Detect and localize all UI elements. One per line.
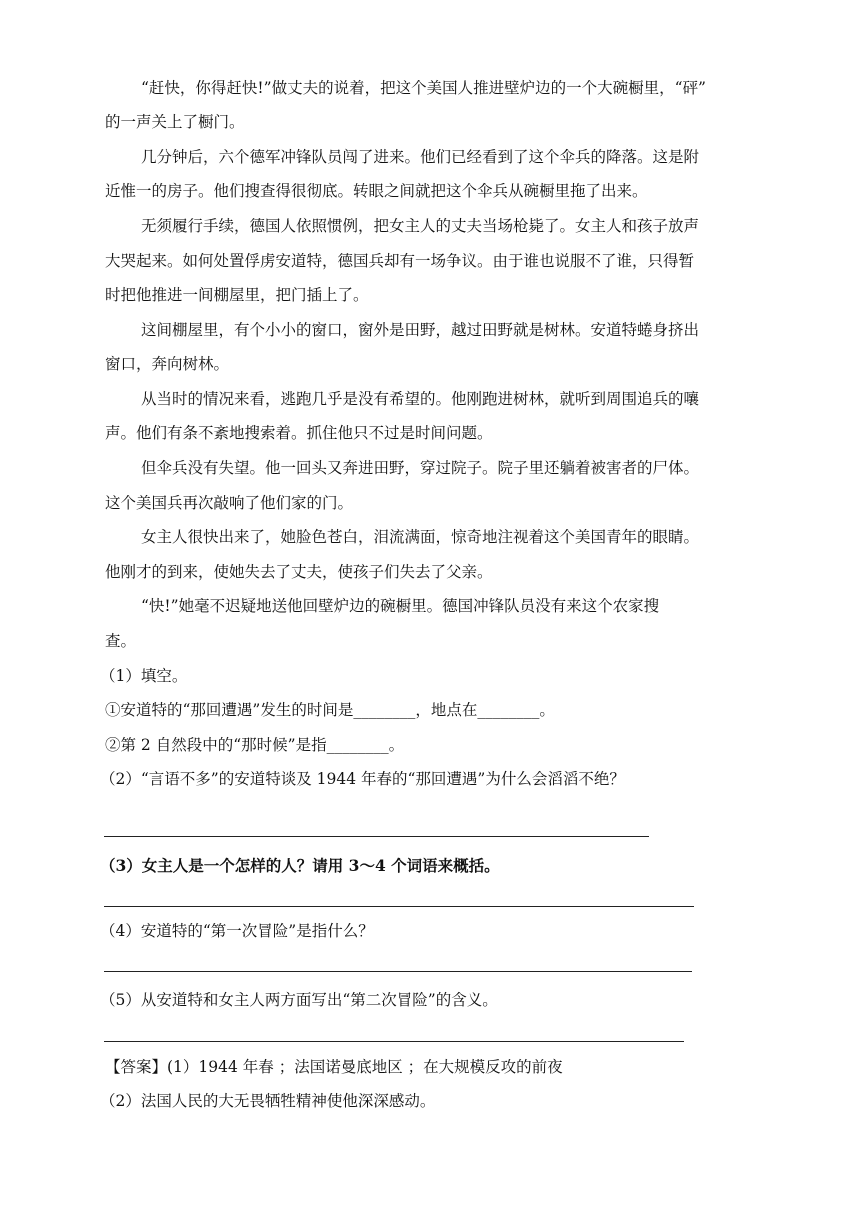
- passage-line: 无须履行手续，德国人依照惯例，把女主人的丈夫当场枪毙了。女主人和孩子放声: [141, 217, 700, 235]
- passage-line: 声。他们有条不紊地搜索着。抓住他只不过是时间问题。: [105, 424, 493, 442]
- passage-line: 他刚才的到来，使她失去了丈夫，使孩子们失去了父亲。: [105, 563, 493, 581]
- passage-line: 查。: [105, 632, 137, 650]
- passage-line: 女主人很快出来了，她脸色苍白，泪流满面，惊奇地注视着这个美国青年的眼睛。: [141, 528, 700, 546]
- passage-line: 近惟一的房子。他们搜查得很彻底。转眼之间就把这个伞兵从碗橱里拖了出来。: [105, 182, 648, 200]
- answer-line: [104, 906, 694, 907]
- question-5: （5）从安道特和女主人两方面写出“第二次冒险”的含义。: [100, 991, 498, 1009]
- passage-line: 但伞兵没有失望。他一回头又奔进田野，穿过院子。院子里还躺着被害者的尸体。: [141, 459, 700, 477]
- question-1b: ②第 2 自然段中的“那时候”是指________。: [105, 736, 405, 754]
- passage-line: 这个美国兵再次敲响了他们家的门。: [105, 494, 354, 512]
- answer-line: [104, 836, 649, 837]
- question-1: （1）填空。: [100, 667, 188, 685]
- answer-line: [104, 1041, 684, 1042]
- passage-line: 时把他推进一间棚屋里，把门插上了。: [105, 286, 369, 304]
- passage-line: 大哭起来。如何处置俘虏安道特，德国兵却有一场争议。由于谁也说服不了谁，只得暂: [105, 252, 695, 270]
- passage-line: 几分钟后，六个德军冲锋队员闯了进来。他们已经看到了这个伞兵的降落。这是附: [141, 148, 700, 166]
- passage-line: “快!”她毫不迟疑地送他回壁炉边的碗橱里。德国冲锋队员没有来这个农家搜: [141, 597, 660, 615]
- question-2: （2）“言语不多”的安道特谈及 1944 年春的“那回遭遇”为什么会滔滔不绝？: [100, 770, 625, 788]
- passage-line: 这间棚屋里，有个小小的窗口，窗外是田野，越过田野就是树林。安道特蜷身挤出: [141, 321, 700, 339]
- question-3: （3）女主人是一个怎样的人？请用 3～4 个词语来概括。: [100, 856, 500, 875]
- passage-line: 窗口，奔向树林。: [105, 355, 230, 373]
- passage-line: 从当时的情况来看，逃跑几乎是没有希望的。他刚跑进树林，就听到周围追兵的嚷: [141, 390, 700, 408]
- answer-1: 【答案】(1）1944 年春 ；法国诺曼底地区 ；在大规模反攻的前夜: [105, 1058, 563, 1076]
- question-1a: ①安道特的“那回遭遇”发生的时间是________，地点在________。: [105, 701, 555, 719]
- passage-line: 的一声关上了橱门。: [105, 113, 245, 131]
- passage-line: “赶快，你得赶快!”做丈夫的说着，把这个美国人推进壁炉边的一个大碗橱里，“砰”: [141, 79, 706, 97]
- question-4: （4）安道特的“第一次冒险”是指什么？: [100, 922, 374, 940]
- answer-line: [104, 971, 692, 972]
- answer-2: （2）法国人民的大无畏牺牲精神使他深深感动。: [100, 1092, 436, 1110]
